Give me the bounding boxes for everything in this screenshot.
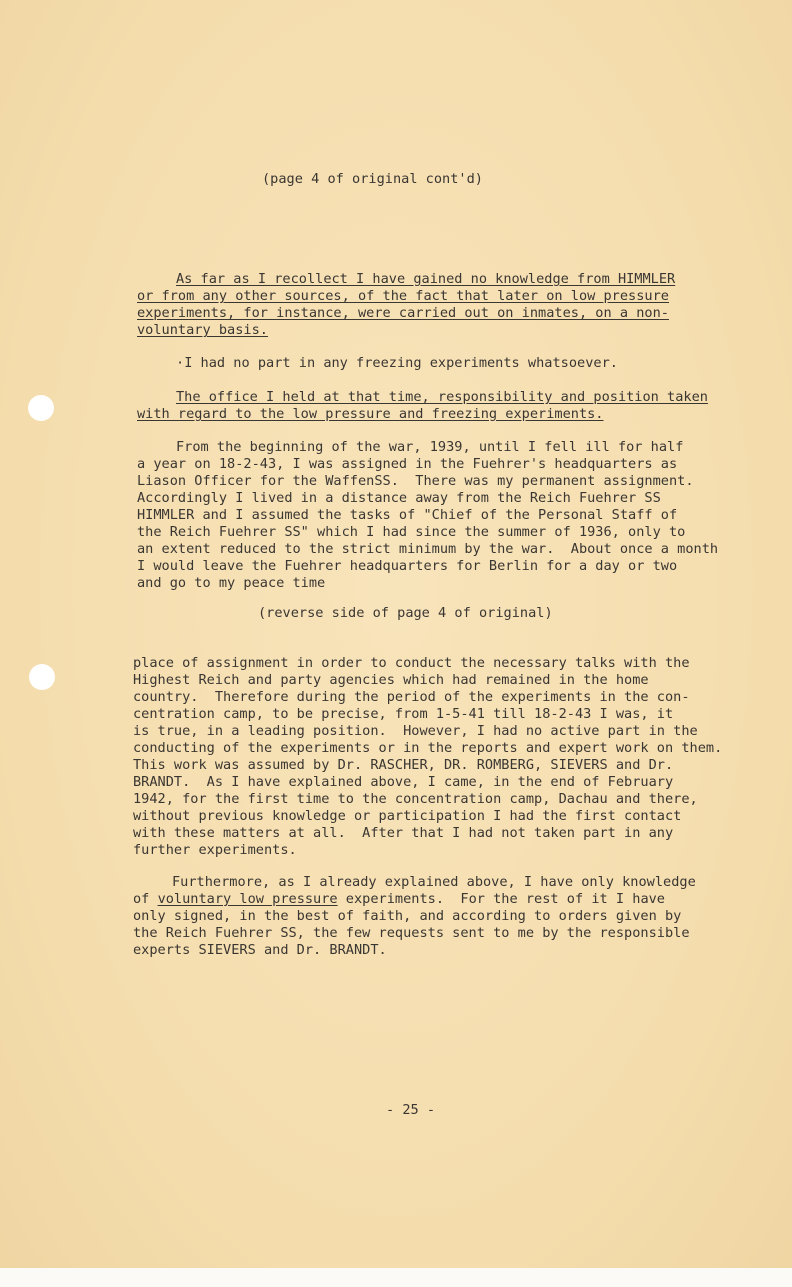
punch-hole-bottom [29,664,55,690]
page-number: - 25 - [386,1102,436,1118]
para5-line: Highest Reich and party agencies which had remained in the home [133,672,649,688]
para4-line: Liason Officer for the WaffenSS. There was my permanent assignment. [137,473,694,489]
para4-line: Accordingly I lived in a distance away from the Reich Fuehrer SS [137,490,661,506]
section-heading: The office I held at that time, responsibility and position taken [176,389,708,405]
para4-line: HIMMLER and I assumed the tasks of "Chief of the Personal Staff of [137,507,678,523]
para6-line: experts SIEVERS and Dr. BRANDT. [133,942,387,958]
para1-line: experiments, for instance, were carried out on inmates, on a non- [137,305,669,321]
scan-border [0,1268,792,1287]
para5-line: place of assignment in order to conduct the necessary talks with the [133,655,690,671]
punch-hole-top [28,395,54,421]
para4-line: and go to my peace time [137,575,326,591]
para2-line: ·I had no part in any freezing experiments whatsoever. [176,355,618,371]
para5-line: BRANDT. As I have explained above, I came, in the end of February [133,774,674,790]
para5-line: with these matters at all. After that I had not taken part in any [133,825,674,841]
para1-line: As far as I recollect I have gained no knowledge from HIMMLER [176,271,676,287]
underlined-phrase: voluntary low pressure [157,891,338,907]
para4-line: I would leave the Fuehrer headquarters for Berlin for a day or two [137,558,678,574]
para6-line: the Reich Fuehrer SS, the few requests sent to me by the responsible [133,925,690,941]
para6-line: Furthermore, as I already explained above, I have only knowledge [172,874,696,890]
para4-line: From the beginning of the war, 1939, until I fell ill for half [176,439,684,455]
page-header: (page 4 of original cont'd) [262,171,483,187]
reverse-side-note: (reverse side of page 4 of original) [258,605,553,621]
para5-line: is true, in a leading position. However, I had no active part in the [133,723,698,739]
para6-line: only signed, in the best of faith, and according to orders given by [133,908,682,924]
para5-line: country. Therefore during the period of the experiments in the con- [133,689,690,705]
para4-line: a year on 18-2-43, I was assigned in the Fuehrer's headquarters as [137,456,678,472]
para1-line: or from any other sources, of the fact that later on low pressure [137,288,669,304]
para6-line: of voluntary low pressure experiments. For the rest of it I have [133,891,665,907]
para5-line: without previous knowledge or participation I had the first contact [133,808,682,824]
para1-line: voluntary basis. [137,322,268,338]
para5-line: centration camp, to be precise, from 1-5-41 till 18-2-43 I was, it [133,706,674,722]
para5-line: This work was assumed by Dr. RASCHER, DR. ROMBERG, SIEVERS and Dr. [133,757,674,773]
para5-line: further experiments. [133,842,297,858]
section-heading: with regard to the low pressure and freezing experiments. [137,406,604,422]
para4-line: an extent reduced to the strict minimum by the war. About once a month [137,541,719,557]
para5-line: 1942, for the first time to the concentration camp, Dachau and there, [133,791,698,807]
para5-line: conducting of the experiments or in the reports and expert work on them. [133,740,723,756]
para4-line: the Reich Fuehrer SS" which I had since the summer of 1936, only to [137,524,686,540]
